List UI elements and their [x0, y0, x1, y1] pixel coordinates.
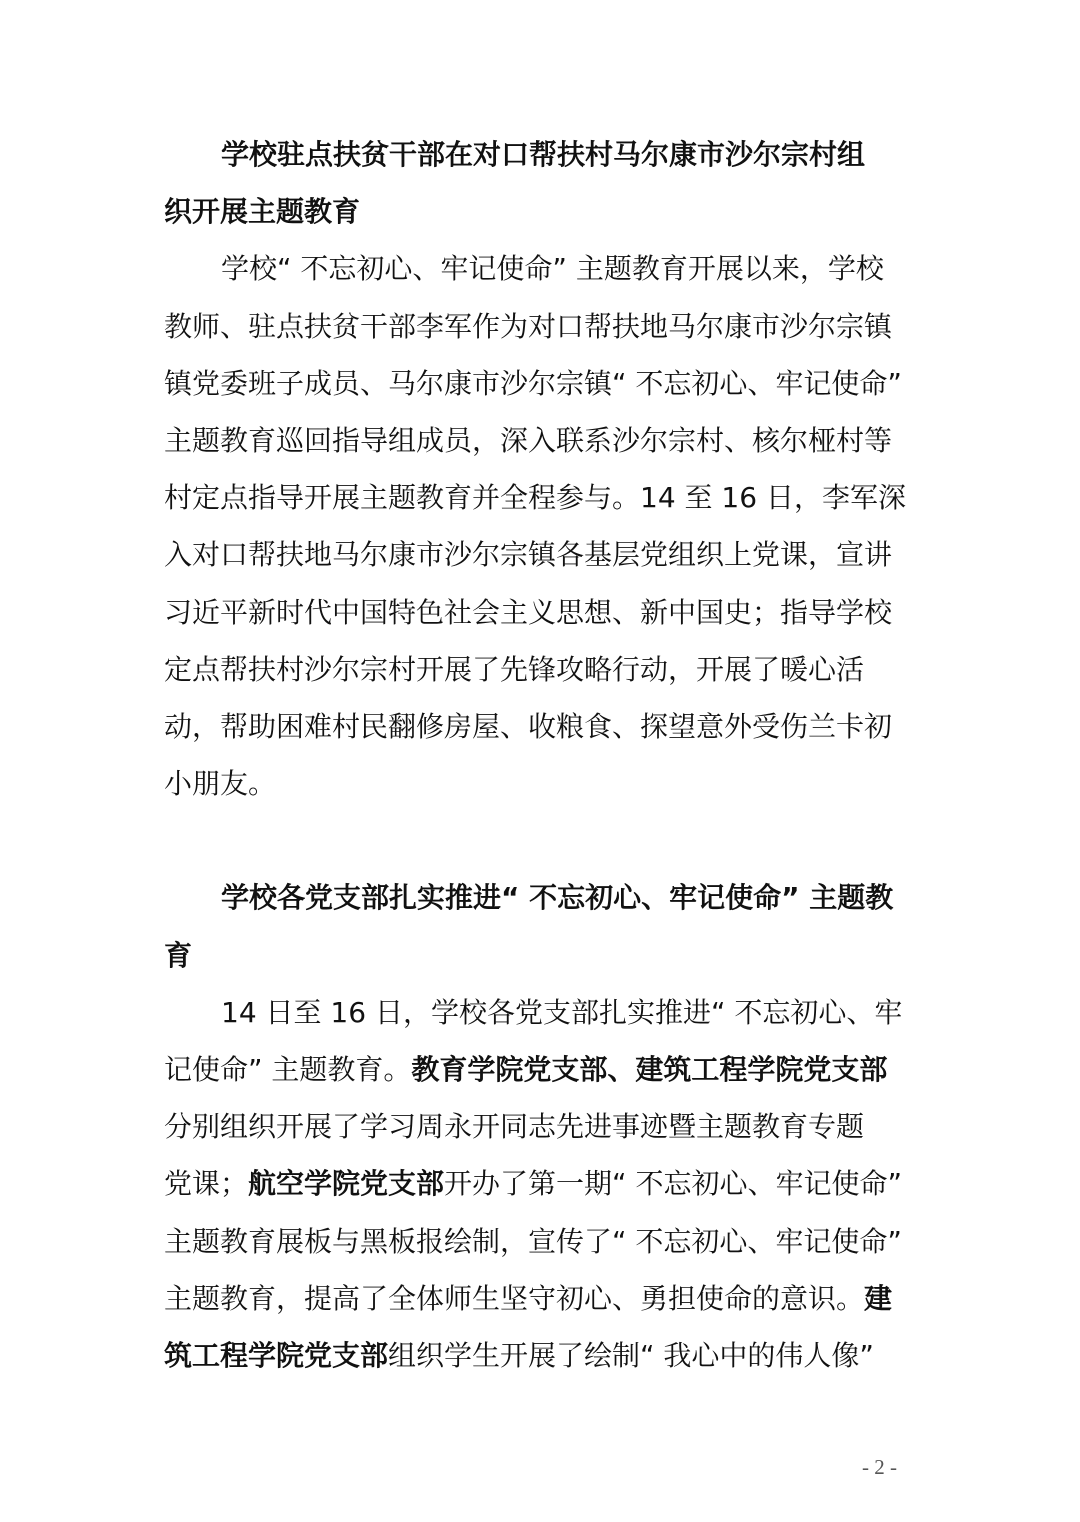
section2-line7-text: 组织学生开展了绘制“ 我心中的伟人像”: [388, 1338, 874, 1372]
section2-body-line-7: [164, 1327, 916, 1384]
document-body: [164, 126, 916, 1384]
section1-body-line-4: 主题教育巡回指导组成员，深入联系沙尔宗村、核尔桠村等: [164, 423, 893, 457]
section1-body-line-9: 动，帮助困难村民翻修房屋、收粮食、探望意外受伤兰卡初: [164, 709, 893, 743]
section2-body-line-5: 主题教育展板与黑板报绘制，宣传了“ 不忘初心、牢记使命”: [164, 1224, 902, 1258]
section2-line4-text-c: 开办了第一期“ 不忘初心、牢记使命”: [444, 1167, 902, 1201]
section2-title-line-1: 学校各党支部扎实推进“ 不忘初心、牢记使命” 主题教: [221, 881, 894, 915]
section1-body-line-2: 教师、驻点扶贫干部李军作为对口帮扶地马尔康市沙尔宗镇: [164, 309, 893, 343]
section-spacer: [164, 812, 916, 869]
section2-line4-bold: 航空学院党支部: [248, 1167, 445, 1201]
section2-line6-text: 主题教育，提高了全体师生坚守初心、勇担使命的意识。: [164, 1281, 865, 1315]
section1-title-line-1: 学校驻点扶贫干部在对口帮扶村马尔康市沙尔宗村组: [221, 138, 866, 171]
section1-body-line-7: 习近平新时代中国特色社会主义思想、新中国史；指导学校: [164, 595, 893, 629]
section1-body-line-6: 入对口帮扶地马尔康市沙尔宗镇各基层党组织上党课，宣讲: [164, 538, 893, 572]
section1-body-line-1: 学校“ 不忘初心、牢记使命” 主题教育开展以来，学校: [221, 252, 884, 286]
section2-line4-text-a: 党课；: [164, 1167, 249, 1201]
section2-body-line-2: [164, 1041, 916, 1098]
section1-body-line-10: 小朋友。: [164, 767, 277, 801]
section2-line7-bold: 筑工程学院党支部: [164, 1338, 389, 1372]
section1-body-line-8: 定点帮扶村沙尔宗村开展了先锋攻略行动，开展了暖心活: [164, 652, 865, 686]
section2-body-line-1: 14 日至 16 日，学校各党支部扎实推进“ 不忘初心、牢: [221, 995, 903, 1029]
section2-body-line-4: [164, 1155, 916, 1212]
section2-body-line-6: [164, 1270, 916, 1327]
section2-line2-bold: 教育学院党支部、建筑工程学院党支部: [411, 1053, 888, 1086]
page-number: - 2 -: [862, 1455, 897, 1479]
section2-line6-bold: 建: [864, 1281, 893, 1315]
section1-body-line-3: 镇党委班子成员、马尔康市沙尔宗镇“ 不忘初心、牢记使命”: [164, 366, 902, 400]
section1-body-line-5: 村定点指导开展主题教育并全程参与。14 至 16 日，李军深: [164, 481, 906, 515]
section1-title-line-2: 织开展主题教育: [164, 195, 361, 229]
section2-line2-text: 记使命” 主题教育。: [164, 1053, 412, 1086]
section2-body-line-3: 分别组织开展了学习周永开同志先进事迹暨主题教育专题: [164, 1110, 865, 1144]
section2-title-line-2: 育: [164, 938, 193, 972]
